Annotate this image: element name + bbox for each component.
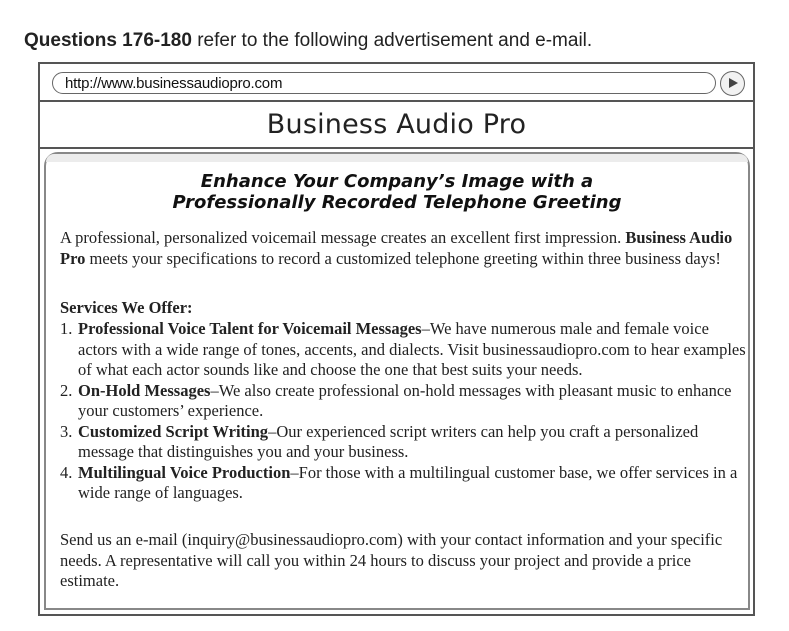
intro-sentence-2: meets your specifications to record a customized telephone greeting within three business days! (85, 248, 721, 268)
play-arrow-icon (727, 77, 739, 89)
address-bar[interactable] (52, 72, 716, 94)
closing-paragraph: Send us an e-mail (inquiry@businessaudiopro.com) with your contact information and your specific needs. A representative will call you within 24 hours to discuss your project and provide a price estimate. (60, 530, 723, 590)
go-button[interactable] (720, 71, 745, 96)
service-description: –We also create professional on-hold messages with pleasant music to enhance your customers’ experience. (78, 380, 732, 420)
service-item (60, 463, 750, 504)
service-item (60, 422, 750, 463)
browser-window (38, 62, 755, 616)
service-number: 4. (60, 462, 73, 482)
service-title: Multilingual Voice Production (78, 462, 291, 482)
question-range: Questions 176-180 (24, 30, 192, 51)
service-number: 3. (60, 421, 73, 441)
question-header (24, 29, 592, 53)
services-list (60, 319, 750, 504)
headline-line-1: Enhance Your Company’s Image with a (200, 171, 594, 192)
service-description: –We have numerous male and female voice actors with a wide range of tones, accents, and dialects. Visit businessaudiopro.com to hear examples of what each actor sounds like and choose the one that best suits your needs. (78, 319, 746, 379)
advertisement-panel (44, 152, 750, 610)
ad-headline (46, 171, 748, 213)
service-title: Professional Voice Talent for Voicemail Messages (78, 319, 422, 338)
site-title: Business Audio Pro (266, 109, 527, 140)
service-item (60, 381, 750, 422)
service-description: –Our experienced script writers can help you craft a personalized message that distinguishes you and your business. (78, 421, 699, 461)
site-header (40, 102, 753, 149)
services-heading: Services We Offer: (60, 298, 193, 317)
service-title: On-Hold Messages (78, 380, 211, 400)
service-number: 1. (60, 319, 73, 338)
url-text[interactable]: http://www.businessaudiopro.com (65, 75, 283, 92)
question-instruction: refer to the following advertisement and e-mail. (191, 30, 593, 51)
service-title: Customized Script Writing (78, 421, 269, 441)
intro-sentence-1: A professional, personalized voicemail message creates an excellent first impression. (60, 228, 622, 247)
brand-name: Business Audio Pro (60, 228, 733, 268)
intro-paragraph (60, 228, 750, 269)
service-item (60, 319, 750, 381)
address-bar-row (40, 64, 753, 102)
service-number: 2. (60, 380, 73, 400)
headline-line-2: Professionally Recorded Telephone Greeting (172, 192, 622, 213)
service-description: –For those with a multilingual customer base, we offer services in a wide range of languages. (78, 462, 738, 502)
